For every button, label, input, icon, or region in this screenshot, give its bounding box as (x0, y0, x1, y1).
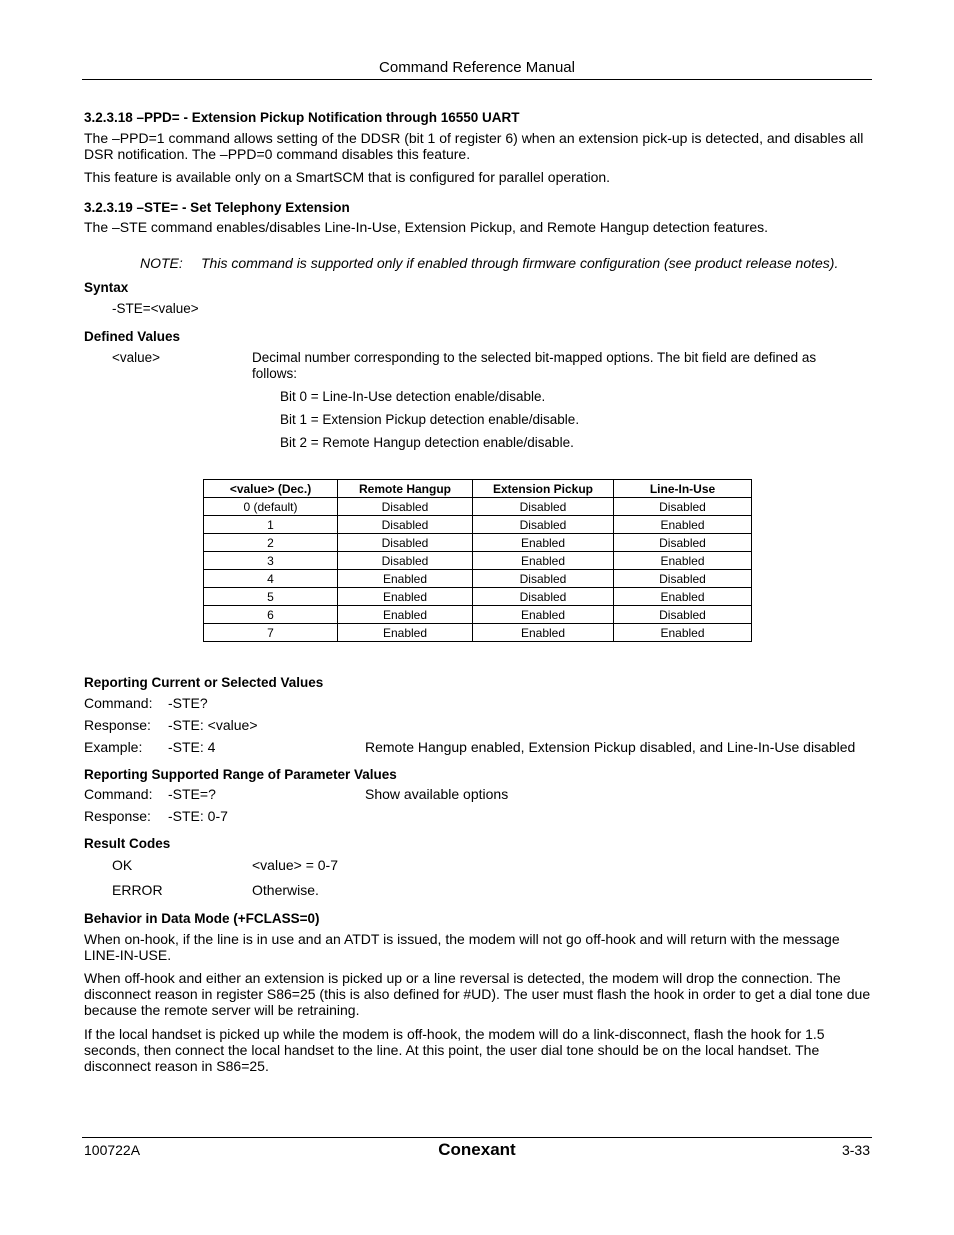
reporting-current-heading: Reporting Current or Selected Values (84, 675, 324, 690)
range-command-value: -STE=? (168, 786, 216, 802)
table-cell: Enabled (614, 552, 752, 570)
table-cell: 6 (204, 606, 338, 624)
table-row (204, 588, 752, 606)
range-response-label: Response: (84, 808, 151, 824)
value-description: Decimal number corresponding to the selected bit-mapped options. The bit field are defined as follows: (252, 350, 817, 381)
behavior-heading: Behavior in Data Mode (+FCLASS=0) (84, 911, 320, 926)
table-cell: 2 (204, 534, 338, 552)
table-cell: 4 (204, 570, 338, 588)
table-row (204, 498, 752, 516)
range-response-value: -STE: 0-7 (168, 808, 228, 824)
table-cell: Enabled (338, 624, 473, 642)
range-command-label: Command: (84, 786, 153, 802)
footer-page-number: 3-33 (841, 1142, 870, 1158)
section-heading-ste: 3.2.3.19 –STE= - Set Telephony Extension (84, 200, 350, 215)
column-header-remote-hangup: Remote Hangup (338, 480, 473, 498)
table-cell: 3 (204, 552, 338, 570)
table-cell: 1 (204, 516, 338, 534)
result-ok-label: OK (112, 857, 133, 873)
table-cell: Enabled (473, 606, 614, 624)
note-label: NOTE: (140, 255, 183, 271)
table-cell: Disabled (338, 534, 473, 552)
column-header-line-in-use: Line-In-Use (614, 480, 752, 498)
table-cell: Disabled (473, 588, 614, 606)
defined-values-heading: Defined Values (84, 329, 181, 344)
reporting-command-label: Command: (84, 695, 153, 711)
reporting-range-heading: Reporting Supported Range of Parameter Values (84, 767, 397, 782)
footer-brand: Conexant (438, 1140, 516, 1159)
bit-2-description: Bit 2 = Remote Hangup detection enable/disable. (280, 435, 574, 450)
result-ok-description: <value> = 0-7 (252, 857, 339, 873)
table-cell: Disabled (473, 498, 614, 516)
table-cell: Enabled (614, 588, 752, 606)
column-header-value: <value> (Dec.) (204, 480, 338, 498)
bit-options-table (203, 479, 752, 642)
table-cell: Disabled (338, 498, 473, 516)
header-rule (82, 79, 872, 80)
table-cell: Disabled (614, 606, 752, 624)
reporting-example-value: -STE: 4 (168, 739, 216, 755)
table-cell: Disabled (338, 552, 473, 570)
table-row (204, 516, 752, 534)
table-cell: Enabled (473, 624, 614, 642)
table-cell: Disabled (338, 516, 473, 534)
result-codes-heading: Result Codes (84, 836, 171, 851)
table-cell: 5 (204, 588, 338, 606)
reporting-example-description: Remote Hangup enabled, Extension Pickup disabled, and Line-In-Use disabled (365, 739, 856, 755)
table-cell: Enabled (473, 552, 614, 570)
value-label: <value> (112, 350, 161, 365)
bit-0-description: Bit 0 = Line-In-Use detection enable/disable. (280, 389, 546, 404)
result-error-label: ERROR (112, 882, 163, 898)
table-cell: Enabled (338, 606, 473, 624)
reporting-command-value: -STE? (168, 695, 208, 711)
table-row (204, 570, 752, 588)
table-cell: Enabled (338, 588, 473, 606)
range-command-description: Show available options (365, 786, 509, 802)
behavior-paragraph-3: If the local handset is picked up while the modem is off-hook, the modem will do a link-disconnect, flash the hook for 1.5 seconds, then connect the local handset to the line. At this point, the user dial tone should be on the local handset. The disconnect reason in S86=25. (84, 1026, 825, 1074)
table-cell: Disabled (614, 534, 752, 552)
table-cell: Enabled (473, 534, 614, 552)
behavior-paragraph-1: When on-hook, if the line is in use and an ATDT is issued, the modem will not go off-hook and will return with the message LINE-IN-USE. (84, 931, 840, 963)
table-row (204, 552, 752, 570)
ste-paragraph-1: The –STE command enables/disables Line-In-Use, Extension Pickup, and Remote Hangup detection features. (84, 219, 769, 235)
table-cell: Disabled (614, 498, 752, 516)
syntax-text: -STE=<value> (112, 301, 199, 316)
table-cell: Disabled (614, 570, 752, 588)
table-header-row (204, 480, 752, 498)
syntax-heading: Syntax (84, 280, 129, 295)
section-heading-ppd: 3.2.3.18 –PPD= - Extension Pickup Notification through 16550 UART (84, 110, 520, 125)
bit-1-description: Bit 1 = Extension Pickup detection enable/disable. (280, 412, 580, 427)
table-cell: 0 (default) (204, 498, 338, 516)
table-cell: Disabled (473, 516, 614, 534)
table-cell: Enabled (338, 570, 473, 588)
ppd-paragraph-2: This feature is available only on a SmartSCM that is configured for parallel operation. (84, 169, 611, 185)
table-row (204, 534, 752, 552)
reporting-example-label: Example: (84, 739, 143, 755)
behavior-paragraph-2: When off-hook and either an extension is picked up or a line reversal is detected, the modem will drop the connection. The disconnect reason in register S86=25 (this is also defined for #UD). The user must flash the hook in order to get a dial tone due because the remote server will be retraining. (84, 970, 871, 1018)
table-cell: Enabled (614, 516, 752, 534)
footer-rule (82, 1137, 872, 1138)
table-cell: 7 (204, 624, 338, 642)
reporting-response-label: Response: (84, 717, 151, 733)
reporting-response-value: -STE: <value> (168, 717, 258, 733)
result-error-description: Otherwise. (252, 882, 319, 898)
running-header: Command Reference Manual (379, 59, 575, 76)
ppd-paragraph-1: The –PPD=1 command allows setting of the DDSR (bit 1 of register 6) when an extension pick-up is detected, and disables all DSR notification. The –PPD=0 command disables this feature. (84, 130, 864, 162)
table-cell: Disabled (473, 570, 614, 588)
footer-doc-number: 100722A (84, 1142, 141, 1158)
table-row (204, 606, 752, 624)
table-cell: Enabled (614, 624, 752, 642)
note-text: This command is supported only if enabled through firmware configuration (see product release notes). (201, 255, 839, 271)
column-header-extension-pickup: Extension Pickup (473, 480, 614, 498)
table-row (204, 624, 752, 642)
